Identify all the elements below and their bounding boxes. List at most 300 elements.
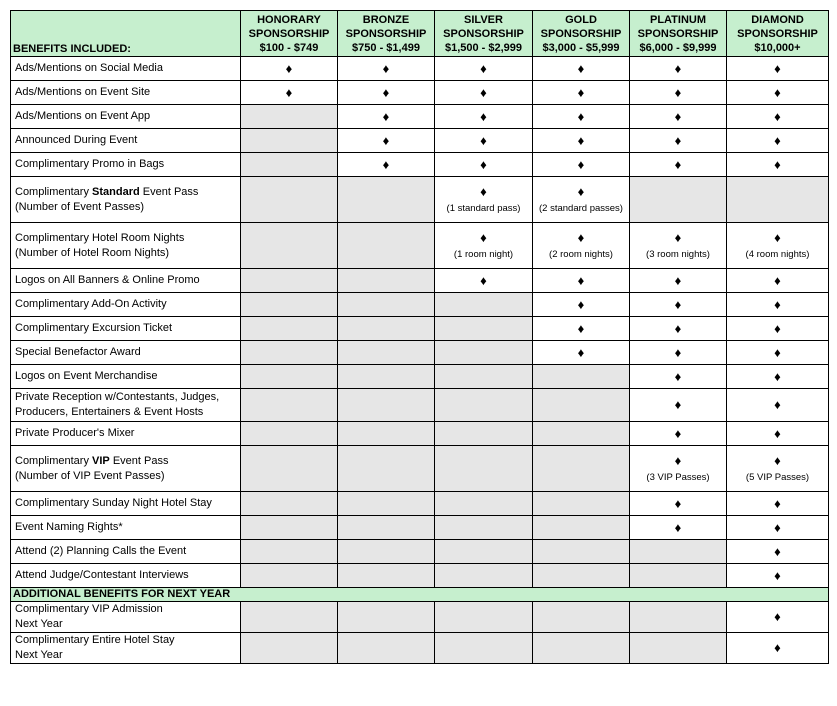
diamond-icon: ♦ <box>577 156 585 172</box>
diamond-icon: ♦ <box>577 272 585 288</box>
benefit-cell <box>533 81 630 105</box>
benefit-cell <box>241 540 338 564</box>
diamond-icon: ♦ <box>774 320 781 336</box>
benefit-label <box>11 341 241 365</box>
benefit-cell <box>727 177 829 223</box>
benefit-label-line: Complimentary Promo in Bags <box>15 158 165 170</box>
benefit-cell <box>241 269 338 293</box>
diamond-icon: ♦ <box>774 84 781 100</box>
benefit-label-line: Private Producer's Mixer <box>15 427 135 439</box>
diamond-icon: ♦ <box>674 272 682 288</box>
benefit-cell <box>630 269 727 293</box>
benefit-row <box>11 57 829 81</box>
benefit-cell <box>338 564 435 588</box>
benefit-cell <box>727 365 829 389</box>
benefit-cell <box>727 105 829 129</box>
benefit-cell <box>435 177 533 223</box>
tier-price: $3,000 - $5,999 <box>542 41 620 54</box>
diamond-icon: ♦ <box>774 344 781 360</box>
benefit-cell <box>630 492 727 516</box>
diamond-icon: ♦ <box>480 229 487 245</box>
benefit-cell <box>435 153 533 177</box>
benefit-cell <box>533 129 630 153</box>
diamond-icon: ♦ <box>480 183 487 199</box>
diamond-icon: ♦ <box>674 156 682 172</box>
benefit-cell <box>533 269 630 293</box>
benefit-cell <box>435 341 533 365</box>
benefit-label <box>11 516 241 540</box>
benefit-cell <box>630 564 727 588</box>
tier-price: $100 - $749 <box>259 41 319 54</box>
benefit-row <box>11 105 829 129</box>
diamond-icon: ♦ <box>774 132 781 148</box>
benefit-cell <box>435 81 533 105</box>
benefit-label-line: Special Benefactor Award <box>15 346 141 358</box>
benefit-cell <box>533 516 630 540</box>
benefit-cell <box>241 446 338 492</box>
benefit-cell <box>241 564 338 588</box>
benefit-row <box>11 446 829 492</box>
benefit-cell <box>338 633 435 664</box>
benefit-cell <box>241 516 338 540</box>
benefit-row <box>11 365 829 389</box>
benefit-cell <box>338 269 435 293</box>
benefit-label-line: Complimentary Excursion Ticket <box>15 322 173 334</box>
benefit-cell <box>338 317 435 341</box>
benefit-label-line: Announced During Event <box>15 134 138 146</box>
benefit-cell <box>435 223 533 269</box>
benefit-label-line <box>15 185 236 200</box>
diamond-icon: ♦ <box>674 368 682 384</box>
benefit-row <box>11 293 829 317</box>
benefit-cell <box>241 365 338 389</box>
benefit-label-bold: Standard <box>92 185 140 198</box>
benefits-included-label: BENEFITS INCLUDED: <box>11 11 241 57</box>
benefit-cell <box>338 422 435 446</box>
benefit-cell <box>338 389 435 422</box>
benefit-cell <box>727 446 829 492</box>
diamond-icon: ♦ <box>774 108 781 124</box>
benefit-label <box>11 422 241 446</box>
diamond-icon: ♦ <box>774 519 781 535</box>
diamond-icon: ♦ <box>774 397 781 412</box>
benefit-cell <box>727 341 829 365</box>
diamond-icon: ♦ <box>382 132 390 148</box>
benefit-row <box>11 564 829 588</box>
benefit-note: (1 standard pass) <box>446 202 521 214</box>
tier-diamond-header <box>727 11 829 57</box>
benefit-cell <box>241 57 338 81</box>
benefit-cell <box>435 633 533 664</box>
benefit-label <box>11 602 241 633</box>
benefit-cell <box>533 633 630 664</box>
benefit-cell <box>435 293 533 317</box>
benefit-cell <box>533 223 630 269</box>
benefit-label-line: (Number of VIP Event Passes) <box>15 469 165 482</box>
benefit-cell <box>630 317 727 341</box>
benefit-cell <box>241 223 338 269</box>
benefit-cell <box>630 153 727 177</box>
benefit-cell <box>338 105 435 129</box>
diamond-icon: ♦ <box>774 60 781 76</box>
additional-section-fill <box>241 588 829 602</box>
benefit-cell <box>241 317 338 341</box>
benefit-cell <box>630 341 727 365</box>
diamond-icon: ♦ <box>774 156 781 172</box>
benefit-label-line: Ads/Mentions on Event Site <box>15 86 151 98</box>
tier-honorary-header <box>241 11 338 57</box>
benefit-cell <box>630 446 727 492</box>
benefit-row <box>11 269 829 293</box>
diamond-icon: ♦ <box>382 156 390 172</box>
benefit-cell <box>338 446 435 492</box>
tier-type: SPONSORSHIP <box>345 27 427 40</box>
benefit-label-line: (Number of Event Passes) <box>15 200 144 213</box>
diamond-icon: ♦ <box>674 132 682 148</box>
benefit-label-line: (Number of Hotel Room Nights) <box>15 246 170 259</box>
benefit-cell <box>727 129 829 153</box>
benefit-note: (2 standard passes) <box>539 202 623 214</box>
benefit-cell <box>630 540 727 564</box>
benefit-cell <box>630 365 727 389</box>
benefit-label-line: Ads/Mentions on Event App <box>15 110 151 122</box>
benefit-label-line: Private Reception w/Contestants, Judges, <box>15 391 220 403</box>
benefit-cell <box>533 341 630 365</box>
benefit-cell <box>630 57 727 81</box>
tier-price: $1,500 - $2,999 <box>444 41 523 54</box>
benefit-label <box>11 81 241 105</box>
diamond-icon: ♦ <box>382 108 390 124</box>
benefit-cell <box>727 317 829 341</box>
diamond-icon: ♦ <box>480 60 487 76</box>
benefit-label <box>11 492 241 516</box>
tier-type: SPONSORSHIP <box>540 27 622 40</box>
benefit-label <box>11 540 241 564</box>
diamond-icon: ♦ <box>674 108 682 124</box>
diamond-icon: ♦ <box>774 543 781 559</box>
benefit-cell <box>727 492 829 516</box>
diamond-icon: ♦ <box>774 452 781 468</box>
benefit-cell <box>338 492 435 516</box>
tier-bronze-header <box>338 11 435 57</box>
benefit-cell <box>727 81 829 105</box>
benefit-cell <box>241 105 338 129</box>
benefit-label-line: Next Year <box>15 618 63 630</box>
benefit-cell <box>435 389 533 422</box>
benefit-cell <box>533 564 630 588</box>
benefit-cell <box>630 293 727 317</box>
benefit-row <box>11 422 829 446</box>
benefit-cell <box>533 602 630 633</box>
benefit-cell <box>338 129 435 153</box>
benefit-label <box>11 293 241 317</box>
diamond-icon: ♦ <box>285 60 293 76</box>
benefit-cell <box>533 153 630 177</box>
benefit-cell <box>630 177 727 223</box>
diamond-icon: ♦ <box>382 84 390 100</box>
header-row <box>11 11 829 57</box>
benefit-cell <box>435 492 533 516</box>
benefit-cell <box>241 422 338 446</box>
tier-name: PLATINUM <box>649 13 706 26</box>
benefit-row <box>11 492 829 516</box>
diamond-icon: ♦ <box>774 272 781 288</box>
tier-name: HONORARY <box>257 13 321 26</box>
diamond-icon: ♦ <box>577 60 585 76</box>
benefit-cell <box>241 129 338 153</box>
benefit-row <box>11 223 829 269</box>
diamond-icon: ♦ <box>480 156 487 172</box>
benefit-note: (3 VIP Passes) <box>646 471 710 483</box>
benefit-label-line: Ads/Mentions on Social Media <box>15 62 163 74</box>
benefit-cell <box>241 492 338 516</box>
benefit-cell <box>435 446 533 492</box>
benefit-label <box>11 177 241 223</box>
benefit-note: (3 room nights) <box>646 248 710 260</box>
benefit-label-text: Event Pass <box>109 454 169 467</box>
benefit-cell <box>533 293 630 317</box>
benefit-cell <box>533 177 630 223</box>
additional-section-title: ADDITIONAL BENEFITS FOR NEXT YEAR <box>11 588 241 602</box>
benefit-cell <box>435 129 533 153</box>
benefit-cell <box>630 633 727 664</box>
diamond-icon: ♦ <box>480 108 487 124</box>
diamond-icon: ♦ <box>577 183 585 199</box>
benefit-cell <box>727 57 829 81</box>
benefit-label-line: Complimentary Hotel Room Nights <box>15 231 185 244</box>
benefit-cell <box>727 389 829 422</box>
diamond-icon: ♦ <box>674 425 682 441</box>
benefit-label-line: Logos on All Banners & Online Promo <box>15 274 200 286</box>
diamond-icon: ♦ <box>674 495 682 511</box>
benefit-cell <box>727 223 829 269</box>
benefit-cell <box>338 602 435 633</box>
benefit-cell <box>241 341 338 365</box>
benefit-cell <box>630 129 727 153</box>
diamond-icon: ♦ <box>774 368 781 384</box>
tier-name: GOLD <box>565 13 597 26</box>
benefit-label-bold: VIP <box>92 454 110 467</box>
benefit-cell <box>338 540 435 564</box>
benefit-cell <box>727 564 829 588</box>
benefit-cell <box>338 153 435 177</box>
diamond-icon: ♦ <box>577 229 585 245</box>
benefit-cell <box>630 223 727 269</box>
benefit-label <box>11 317 241 341</box>
diamond-icon: ♦ <box>577 344 585 360</box>
benefit-note: (2 room nights) <box>549 248 613 260</box>
diamond-icon: ♦ <box>774 425 781 441</box>
benefit-label <box>11 389 241 422</box>
benefit-row <box>11 81 829 105</box>
benefit-cell <box>533 422 630 446</box>
benefit-cell <box>727 293 829 317</box>
diamond-icon: ♦ <box>674 60 682 76</box>
benefit-cell <box>727 633 829 664</box>
benefit-note: (4 room nights) <box>745 248 810 260</box>
sponsorship-benefits-table <box>10 10 829 664</box>
benefit-cell <box>435 105 533 129</box>
tier-type: SPONSORSHIP <box>637 27 719 40</box>
benefit-cell <box>338 341 435 365</box>
benefit-cell <box>727 516 829 540</box>
benefit-label-line: Event Naming Rights* <box>15 521 123 533</box>
benefit-note: (5 VIP Passes) <box>745 471 810 483</box>
benefit-cell <box>630 602 727 633</box>
benefit-label-line: Complimentary Add-On Activity <box>15 298 167 310</box>
benefit-label <box>11 129 241 153</box>
benefit-row <box>11 341 829 365</box>
benefit-cell <box>727 269 829 293</box>
benefit-cell <box>241 177 338 223</box>
benefit-label-line: Next Year <box>15 649 63 661</box>
benefit-cell <box>533 317 630 341</box>
benefit-label <box>11 446 241 492</box>
tier-name: DIAMOND <box>751 13 804 26</box>
benefit-cell <box>630 81 727 105</box>
benefit-cell <box>435 57 533 81</box>
diamond-icon: ♦ <box>577 108 585 124</box>
benefit-cell <box>338 516 435 540</box>
benefit-cell <box>727 602 829 633</box>
benefit-cell <box>533 389 630 422</box>
benefit-label-text: Event Pass <box>139 185 199 198</box>
benefit-cell <box>533 492 630 516</box>
tier-price: $10,000+ <box>754 41 801 54</box>
benefit-label-line: Logos on Event Merchandise <box>15 370 158 382</box>
benefit-label-text: Complimentary <box>15 454 93 467</box>
diamond-icon: ♦ <box>674 229 682 245</box>
tier-price: $6,000 - $9,999 <box>639 41 717 54</box>
diamond-icon: ♦ <box>285 84 293 100</box>
tier-name: BRONZE <box>362 13 410 26</box>
tier-name: SILVER <box>464 13 503 26</box>
benefit-cell <box>533 446 630 492</box>
benefit-cell <box>241 293 338 317</box>
diamond-icon: ♦ <box>577 84 585 100</box>
benefit-label <box>11 105 241 129</box>
benefit-row <box>11 129 829 153</box>
diamond-icon: ♦ <box>674 84 682 100</box>
benefit-label <box>11 633 241 664</box>
benefit-label-line: Complimentary VIP Admission <box>15 603 163 615</box>
tier-silver-header <box>435 11 533 57</box>
benefit-cell <box>435 269 533 293</box>
tier-type: SPONSORSHIP <box>443 27 524 40</box>
diamond-icon: ♦ <box>774 296 781 312</box>
benefit-cell <box>338 81 435 105</box>
benefit-cell <box>338 293 435 317</box>
diamond-icon: ♦ <box>674 519 682 535</box>
benefit-label <box>11 564 241 588</box>
benefit-cell <box>435 564 533 588</box>
diamond-icon: ♦ <box>674 320 682 336</box>
benefit-cell <box>338 177 435 223</box>
benefit-cell <box>435 317 533 341</box>
benefit-cell <box>435 540 533 564</box>
diamond-icon: ♦ <box>774 495 781 511</box>
diamond-icon: ♦ <box>382 60 390 76</box>
benefit-label <box>11 365 241 389</box>
tier-gold-header <box>533 11 630 57</box>
benefit-cell <box>533 105 630 129</box>
diamond-icon: ♦ <box>774 567 781 583</box>
benefit-cell <box>435 422 533 446</box>
benefit-cell <box>727 540 829 564</box>
benefit-label-text: Complimentary <box>15 185 93 198</box>
benefit-cell <box>241 389 338 422</box>
benefit-label-line: Producers, Entertainers & Event Hosts <box>15 406 204 418</box>
benefit-label-line <box>15 454 236 469</box>
benefit-cell <box>727 153 829 177</box>
benefit-note: (1 room night) <box>453 248 514 260</box>
benefit-cell <box>338 223 435 269</box>
benefit-cell <box>338 365 435 389</box>
diamond-icon: ♦ <box>577 296 585 312</box>
benefit-label-line: Complimentary Sunday Night Hotel Stay <box>15 497 212 509</box>
benefit-label-line: Attend Judge/Contestant Interviews <box>15 569 189 581</box>
additional-benefit-row <box>11 602 829 633</box>
benefit-cell <box>241 602 338 633</box>
benefit-cell <box>533 365 630 389</box>
diamond-icon: ♦ <box>674 296 682 312</box>
benefit-cell <box>435 365 533 389</box>
benefit-cell <box>630 105 727 129</box>
benefit-cell <box>241 153 338 177</box>
benefit-cell <box>533 540 630 564</box>
benefit-label <box>11 223 241 269</box>
diamond-icon: ♦ <box>774 640 781 655</box>
benefit-cell <box>630 422 727 446</box>
benefit-cell <box>727 422 829 446</box>
diamond-icon: ♦ <box>577 132 585 148</box>
benefit-row <box>11 177 829 223</box>
benefit-cell <box>241 81 338 105</box>
benefit-cell <box>435 516 533 540</box>
diamond-icon: ♦ <box>577 320 585 336</box>
tier-price: $750 - $1,499 <box>352 41 420 54</box>
benefit-row <box>11 516 829 540</box>
additional-benefit-row <box>11 633 829 664</box>
benefit-cell <box>435 602 533 633</box>
benefit-row <box>11 540 829 564</box>
benefit-cell <box>533 57 630 81</box>
diamond-icon: ♦ <box>674 344 682 360</box>
benefit-label <box>11 269 241 293</box>
benefit-row <box>11 317 829 341</box>
benefit-row <box>11 153 829 177</box>
diamond-icon: ♦ <box>480 132 487 148</box>
benefit-cell <box>338 57 435 81</box>
tier-type: SPONSORSHIP <box>737 27 818 40</box>
diamond-icon: ♦ <box>674 452 682 468</box>
additional-section-header <box>11 588 829 602</box>
tier-type: SPONSORSHIP <box>248 27 330 40</box>
tier-platinum-header <box>630 11 727 57</box>
diamond-icon: ♦ <box>480 84 487 100</box>
benefit-cell <box>630 516 727 540</box>
diamond-icon: ♦ <box>674 397 682 412</box>
diamond-icon: ♦ <box>774 229 781 245</box>
benefit-label <box>11 153 241 177</box>
diamond-icon: ♦ <box>774 609 781 624</box>
diamond-icon: ♦ <box>480 272 487 288</box>
benefit-label <box>11 57 241 81</box>
benefit-label-line: Complimentary Entire Hotel Stay <box>15 634 175 646</box>
benefit-row <box>11 389 829 422</box>
benefit-label-line: Attend (2) Planning Calls the Event <box>15 545 187 557</box>
benefit-cell <box>630 389 727 422</box>
